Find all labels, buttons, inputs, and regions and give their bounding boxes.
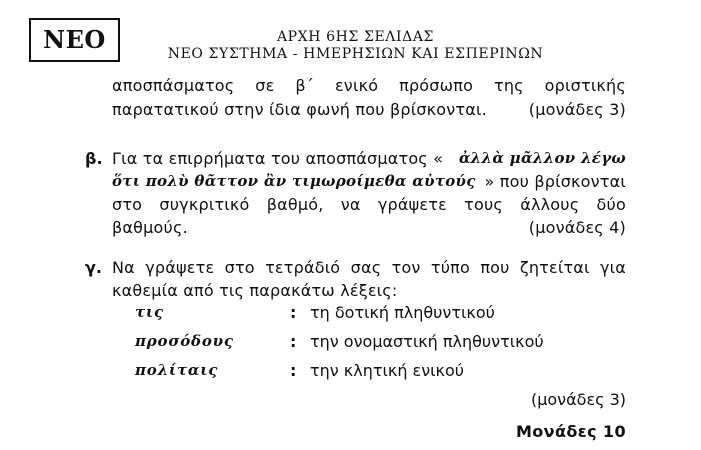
item-b-line-4 xyxy=(112,216,626,239)
word-row xyxy=(135,330,625,353)
item-g-line-1: Να γράψετε στο τετράδιό σας τον τύπο που ζητείται για xyxy=(112,258,626,277)
item-g-line-2: καθεμία από τις παρακάτω λέξεις: xyxy=(112,281,398,300)
item-b-line-1-text: Για τα επιρρήματα του αποσπάσματος « xyxy=(112,149,444,168)
item-b-line-1 xyxy=(112,147,626,170)
word-colon: : xyxy=(290,361,297,380)
item-b-marker: β. xyxy=(85,149,103,168)
total-marks: Μονάδες 10 xyxy=(515,422,626,441)
page-header-line-1: ΑΡΧΗ 6ΗΣ ΣΕΛΙΔΑΣ xyxy=(276,29,435,45)
continuation-line-1: αποσπάσματος σε β΄ ενικό πρόσωπο της οριστικής xyxy=(112,76,626,95)
item-b-line-4-text: βαθμούς. xyxy=(112,218,188,237)
continuation-marks: (μονάδες 3) xyxy=(528,100,626,119)
item-b-quote-1: ἀλλὰ μᾶλλον λέγω xyxy=(458,149,626,167)
neo-badge: ΝΕΟ xyxy=(29,18,120,62)
item-b-quote-2: ὅτι πολὺ θᾶττον ἂν τιμωροίμεθα αὐτούς xyxy=(112,172,476,190)
word-row xyxy=(135,359,625,382)
word-description: την ονομαστική πληθυντικού xyxy=(310,332,544,351)
item-b-line-3: στο συγκριτικό βαθμό, να γράψετε τους άλλους δύο xyxy=(112,195,626,214)
item-b-line-2 xyxy=(112,170,626,193)
word-term: πολίταις xyxy=(135,361,219,379)
item-b-line-2-rest: » που βρίσκονται xyxy=(484,172,626,191)
item-g-marker: γ. xyxy=(85,258,102,277)
word-colon: : xyxy=(290,332,297,351)
page-header-line-2: ΝΕΟ ΣΥΣΤΗΜΑ - ΗΜΕΡΗΣΙΩΝ ΚΑΙ ΕΣΠΕΡΙΝΩΝ xyxy=(167,46,544,62)
word-row xyxy=(135,301,625,324)
item-b-marks: (μονάδες 4) xyxy=(528,218,626,237)
item-g-marks: (μονάδες 3) xyxy=(530,390,626,409)
word-description: την κλητική ενικού xyxy=(310,361,465,380)
word-term: τις xyxy=(135,303,164,321)
word-colon: : xyxy=(290,303,297,322)
continuation-line-2 xyxy=(112,98,626,121)
word-description: τη δοτική πληθυντικού xyxy=(310,303,495,322)
continuation-text: παρατατικού στην ίδια φωνή που βρίσκονται. xyxy=(112,100,487,119)
word-term: προσόδους xyxy=(135,332,234,350)
